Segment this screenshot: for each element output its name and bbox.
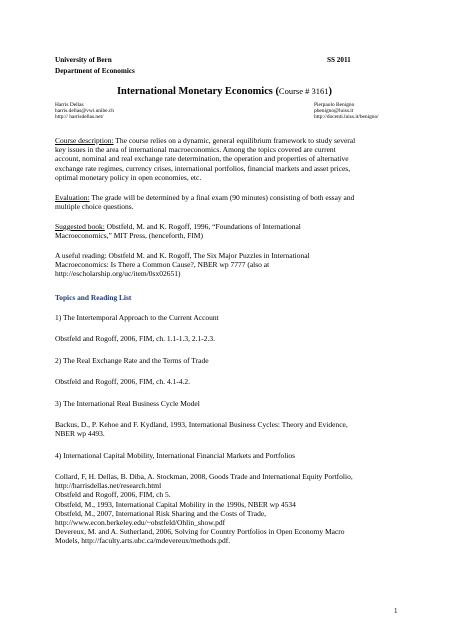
department-name: Department of Economics — [55, 67, 135, 75]
instructor-left-url: http:// harrisdellas.net/ — [55, 114, 104, 121]
topic-reading: NBER wp 4493. — [55, 429, 105, 439]
suggested-book-line: Macroeconomics,” MIT Press, (henceforth, FIM) — [55, 231, 203, 241]
page-number: 1 — [394, 607, 398, 615]
topic-reading: http://www.econ.berkeley.edu/~obstfeld/Ohlin_show.pdf — [55, 518, 226, 528]
instructor-left-name: Harris Dellas — [55, 102, 84, 108]
topic-title: 1) The Intertemporal Approach to the Current Account — [55, 313, 219, 322]
topic-reading: Obstfeld, M., 1993, International Capital Mobility in the 1990s, NBER wp 4534 — [55, 499, 296, 509]
topic-reading: Models, http://faculty.arts.ubc.ca/mdevereux/methods.pdf. — [55, 536, 231, 546]
instructor-right — [314, 102, 379, 121]
topic-reading: Obstfeld and Rogoff, 2006, FIM, ch. 4.1-4.2. — [55, 377, 191, 386]
evaluation-label: Evaluation: — [55, 193, 90, 202]
course-number: Course # 3161 — [278, 86, 329, 96]
topics-heading: Topics and Reading List — [55, 293, 132, 302]
description-line: optimal monetary policy in open economies, etc. — [55, 172, 202, 182]
topic-title: 4) International Capital Mobility, International Financial Markets and Portfolios — [55, 451, 296, 460]
course-description — [55, 136, 405, 182]
topic-reading: Obstfeld, M., 2007, International Risk Sharing and the Costs of Trade, — [55, 508, 267, 518]
topic-title: 2) The Real Exchange Rate and the Terms of Trade — [55, 356, 209, 365]
instructor-left-email: harris.dellas@vwi.unibe.ch — [55, 108, 115, 115]
description-line: account, nominal and real exchange rate determination, the operation and properties of alternative — [55, 154, 349, 164]
suggested-book — [55, 222, 405, 240]
evaluation-line: multiple choice questions. — [55, 202, 134, 212]
topic-readings — [55, 420, 405, 438]
course-title-close: ) — [328, 86, 332, 97]
useful-reading-line: A useful reading: Obstfeld M. and K. Rogoff, The Six Major Puzzles in International — [55, 251, 310, 260]
instructor-right-url: http://docenti.luiss.it/benigno/ — [314, 114, 379, 121]
semester-label: SS 2011 — [327, 56, 351, 64]
topic-reading: Devereux, M. and A. Sutherland, 2006, Solving for Country Portfolios in Open Economy Macro — [55, 527, 345, 537]
topic-reading: http://harrisdellas.net/research.html — [55, 481, 162, 491]
description-label: Course description: — [55, 136, 114, 145]
topic-reading: Obstfeld and Rogoff, 2006, FIM, ch. 1.1-1.3, 2.1-2.3. — [55, 334, 216, 343]
course-title — [117, 86, 332, 97]
evaluation — [55, 193, 405, 211]
evaluation-line: The grade will be determined by a final exam (90 minutes) consisting of both essay and — [89, 193, 355, 202]
topic-readings — [55, 472, 405, 546]
useful-reading — [55, 251, 405, 279]
useful-reading-line: http://escholarship.org/uc/item/0sx02651) — [55, 269, 181, 279]
description-line: exchange rate regimes, currency crises, international portfolios, financial markets and asset prices, — [55, 163, 351, 173]
useful-reading-line: Macroeconomics: Is There a Common Cause?, NBER wp 7777 (also at — [55, 260, 270, 270]
instructor-right-name: Pierpaolo Benigno — [314, 102, 355, 108]
description-line: key issues in the area of international macroeconomics. Among the topics covered are current — [55, 145, 336, 155]
topic-reading: Obstfeld and Rogoff, 2006, FIM, ch 5. — [55, 490, 171, 500]
topic-title: 3) The International Real Business Cycle Model — [55, 399, 200, 408]
topic-reading: Collard, F, H. Dellas, B. Diba, A. Stockman, 2008, Goods Trade and International Equity Portfolio, — [55, 472, 353, 481]
topic-reading: Backus, D., P. Kehoe and F. Kydland, 1993, International Business Cycles: Theory and Evidence, — [55, 420, 348, 429]
course-title-main: International Monetary Economics ( — [117, 86, 279, 97]
description-line: The course relies on a dynamic, general equilibrium framework to study several — [113, 136, 356, 145]
instructor-left — [55, 102, 114, 121]
suggested-book-line: Obstfeld, M. and K. Rogoff, 1996, “Foundations of International — [104, 222, 301, 231]
suggested-book-label: Suggested book: — [55, 222, 105, 231]
university-name: University of Bern — [55, 56, 112, 64]
instructor-right-email: pbenigno@luiss.it — [314, 108, 354, 115]
